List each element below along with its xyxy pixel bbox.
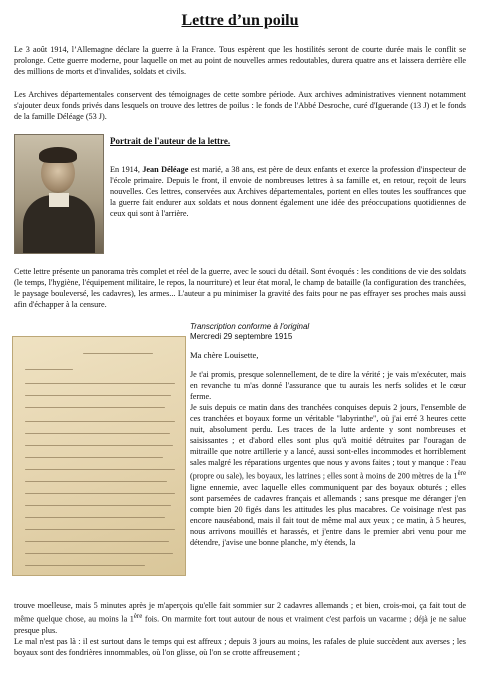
superscript-ere: ère (133, 613, 143, 620)
page-title: Lettre d’un poilu (181, 12, 299, 29)
letter-body-full-width (14, 600, 466, 658)
intro-paragraph-2: Les Archives départementales conservent des témoignages de cette sombre période. Aux archives administratives viennent notamment s'ajouter deux fonds privés dans lesquels on trouve des lettres de poilus : le fonds de l'Abbé Desroche, curé d'Iguerande (13 J) et le fonds de la famille Déléage (53 J). (14, 90, 466, 121)
intro-paragraph-1: Le 3 août 1914, l’Allemagne déclare la guerre à la France. Tous espèrent que les hostilités seront de courte durée mais le conflit se prolonge. Cette guerre moderne, pour laquelle on met au point de nouvelles armes redoutables, durera quatre ans et laissera derrière elle des millions de morts et d'invalides, soldats et civils. (14, 45, 466, 76)
letter-paragraph-3 (14, 600, 466, 636)
letter-paragraph-4: Le mal n'est pas là : il est surtout dans le temps qui est affreux ; depuis 3 jours au moins, les rafales de pluie succèdent aux averses ; les boyaux sont des fondrières innommables, où l'on glisse, où l'on se crotte affreusement ; (14, 636, 466, 657)
bio-text: est marié, a 38 ans, est père de deux enfants et exerce la profession d'inspecteur de l'école primaire. Depuis le front, il envoie de nombreuses lettres à sa famille et, en retour, reçoit de leurs nouvelles. Ces lettres, conservées aux Archives départementales, portent en elles toutes les souffrances que la guerre fait endurer aux soldats et nous donnent également une idée des préoccupations quotidiennes de ceux qui sont à l'arrière. (110, 165, 466, 218)
letter-paragraph-2-part-1: Je suis depuis ce matin dans des tranchées conquises depuis 2 jours, l'ensemble de ces tranchées et boyaux forme un véritable "labyrinthe", où j'ai erré 3 heures cette nuit, absolument perdu. Les traces de la lutte ardente y sont nombreuses et saisissantes ; et d'abord elles sont plus qu'à moitié détruites par l'ouragan de mitraille que notre artillerie y a lancé, aussi sont-elles incommodes et horriblement sales malgré les réparations urgentes que nous y avons faites ; tout y manque : l'eau (propre ou sale), les boyaux, les latrines ; elles sont à moins de 200 mètres de la 1 (190, 403, 466, 481)
panorama-paragraph: Cette lettre présente un panorama très complet et réel de la guerre, avec le souci du détail. Sont évoqués : les conditions de vie des soldats (le temps, l'hygiène, l'équipement militaire, le repos, la nourriture) et leur état moral, le champ de bataille (la configuration des tranchées, le paysage bouleversé, les cadavres), les armes... L'auteur a pu minimiser la gravité des faits pour ne pas effrayer ses proches mais aussi afin d'échapper à la censure. (14, 267, 466, 309)
letter-date: Mercredi 29 septembre 1915 (190, 332, 293, 341)
superscript-ere: ère (457, 470, 466, 477)
letter-paragraph-3-part-1: trouve moelleuse, mais 5 minutes après je m'aperçois qu'elle fait sommier sur 2 cadavres allemands ; et bien, crois-moi, ça fait tout de même quelque chose, au moins la 1 (14, 601, 466, 624)
bio-prefix: En 1914, (110, 165, 143, 174)
letter-paragraph-1: Je t'ai promis, presque solennellement, de te dire la vérité ; je vais m'exécuter, mais en revanche tu m'as donné l'assurance que tu aurais les nerfs solides et le cœur ferme. (190, 370, 466, 401)
letter-greeting: Ma chère Louisette, (190, 350, 259, 360)
transcription-caption: Transcription conforme à l'original (190, 322, 310, 331)
portrait-heading: Portrait de l'auteur de la lettre. (110, 136, 231, 146)
author-portrait-photo (14, 134, 104, 254)
author-bio (110, 164, 466, 219)
letter-body-column (190, 369, 466, 548)
author-name: Jean Déléage (142, 165, 189, 174)
handwritten-letter-scan (12, 336, 186, 576)
letter-paragraph-2 (190, 402, 466, 548)
letter-paragraph-2-part-2: ligne ennemie, avec laquelle elles communiquent par des boyaux obturés ; elles sont parsemées de cadavres français et allemands ; sans presque me déranger j'en compte bien 20 figés dans les attitudes les plus macabres. Ce voisinage n'est pas encore nauséabond, mais il fait tout de même mal aux yeux ; ce matin, à 5 heures, nous arrivons mouillés et harassés, et j'entre dans le premier abri venu pour me détendre, j'avise une bonne planche, m'y étends, la (190, 482, 466, 547)
letter-paragraph-3-part-2: fois. On marmite fort tout autour de nous et vraiment c'est parfois un vacarme ; déjà je ne salue presque plus. (14, 614, 466, 635)
